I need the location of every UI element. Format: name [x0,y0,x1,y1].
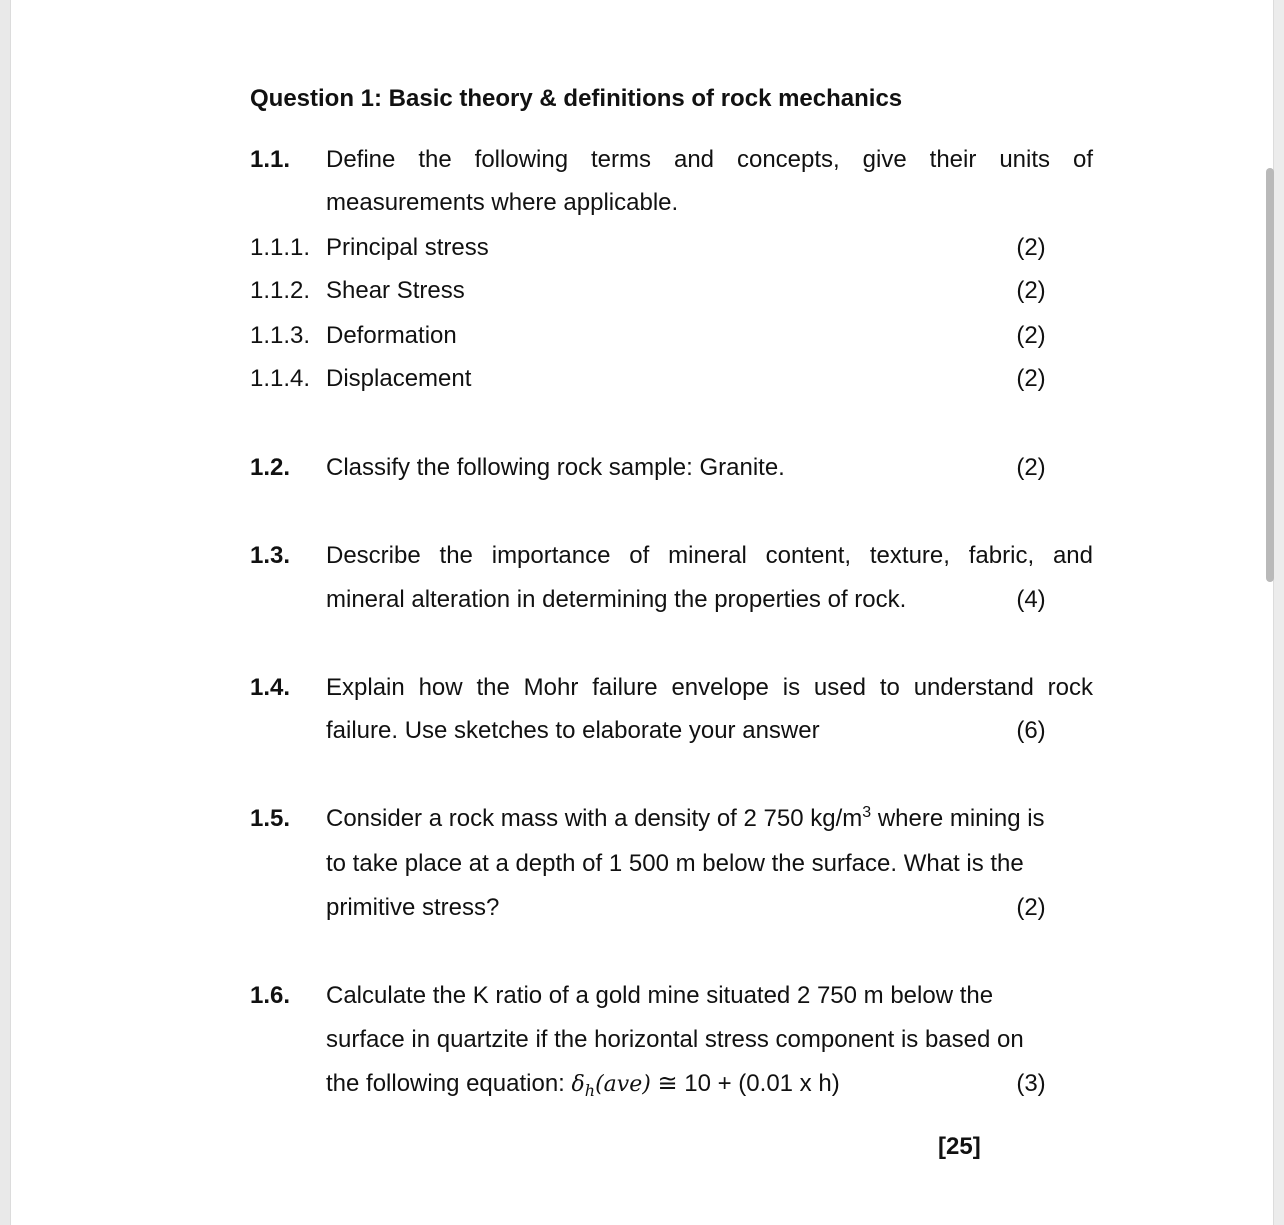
q1-1-4-number: 1.1.4. [250,365,311,392]
q1-2-line1: Classify the following rock sample: Granite. [326,454,785,481]
q1-5-line3: primitive stress? [326,894,500,921]
q1-6-eq-rest: ≅ 10 + (0.01 x h) [650,1070,840,1097]
scrollbar-thumb[interactable] [1266,168,1274,582]
q1-5-superscript: 3 [862,804,872,821]
q1-6-marks: (3) [1016,1070,1046,1097]
q1-1-number: 1.1. [250,146,291,173]
q1-1-3-number: 1.1.3. [250,322,311,349]
q1-1-2-marks: (2) [1016,277,1046,304]
q1-1-line2: measurements where applicable. [326,189,679,216]
q1-2-number: 1.2. [250,454,291,481]
question-title: Question 1: Basic theory & definitions of rock mechanics [250,85,903,112]
q1-5-marks: (2) [1016,894,1046,921]
q1-6-number: 1.6. [250,982,291,1009]
q1-3-number: 1.3. [250,542,291,569]
page-left-edge [0,0,11,1225]
q1-5-line1-b: where mining is [871,805,1045,832]
q1-6-eq-symbol: δ [571,1072,585,1097]
q1-5-line1-a: Consider a rock mass with a density of 2 750 kg/m [326,805,863,832]
q1-1-3-marks: (2) [1016,322,1046,349]
q1-1-3-label: Deformation [326,322,457,349]
q1-1-4-marks: (2) [1016,365,1046,392]
q1-6-eq-subscript: h [584,1081,596,1100]
scrollbar-track[interactable] [1273,0,1284,1225]
q1-6-line3-prefix: the following equation: [326,1070,572,1097]
q1-1-2-number: 1.1.2. [250,277,311,304]
q1-6-line3 [326,1070,840,1105]
q1-1-line1: Define the following terms and concepts, give their units of [326,146,1093,173]
q1-3-line2: mineral alteration in determining the properties of rock. [326,586,907,613]
q1-4-line2: failure. Use sketches to elaborate your answer [326,717,820,744]
q1-6-eq-argument: (ave) [595,1072,651,1097]
q1-3-marks: (4) [1016,586,1046,613]
q1-4-line1: Explain how the Mohr failure envelope is used to understand rock [326,674,1093,701]
q1-1-2-label: Shear Stress [326,277,465,304]
question-total: [25] [938,1133,981,1160]
q1-6-line2: surface in quartzite if the horizontal stress component is based on [326,1026,1024,1053]
q1-6-line1: Calculate the K ratio of a gold mine situated 2 750 m below the [326,982,994,1009]
q1-1-1-number: 1.1.1. [250,234,311,261]
q1-1-1-marks: (2) [1016,234,1046,261]
q1-2-marks: (2) [1016,454,1046,481]
q1-1-4-label: Displacement [326,365,472,392]
q1-5-line2: to take place at a depth of 1 500 m below the surface. What is the [326,850,1024,877]
q1-4-number: 1.4. [250,674,291,701]
q1-5-number: 1.5. [250,805,291,832]
q1-1-1-label: Principal stress [326,234,489,261]
q1-4-marks: (6) [1016,717,1046,744]
q1-3-line1: Describe the importance of mineral content, texture, fabric, and [326,542,1093,569]
q1-5-line1 [326,805,1045,833]
